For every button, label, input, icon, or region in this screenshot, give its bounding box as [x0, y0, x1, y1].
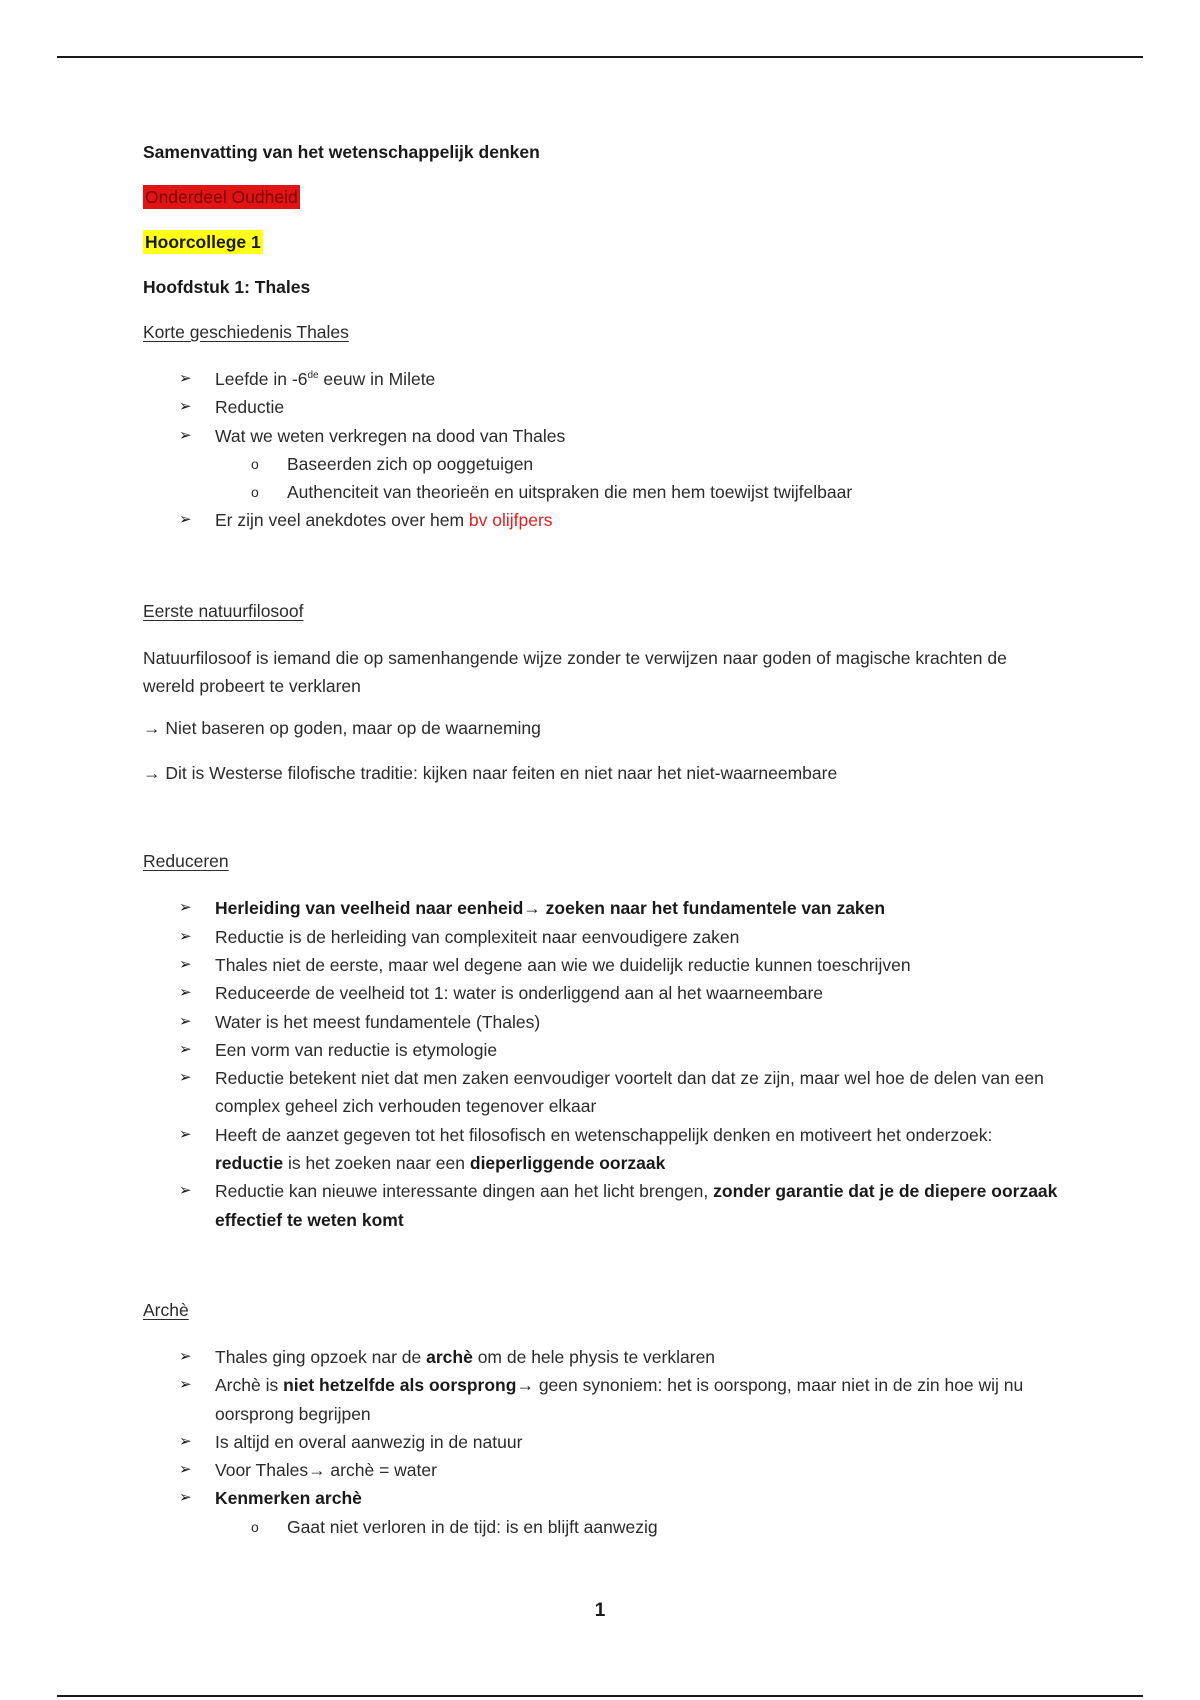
sub-list-item: o Baseerden zich op ooggetuigen: [215, 450, 1063, 478]
list-item: ➢ Herleiding van veelheid naar eenheid→ zoeken naar het fundamentele van zaken: [143, 894, 1063, 922]
header-rule: [57, 56, 1143, 58]
arche-list: [143, 1343, 1063, 1541]
arrow-bullet-icon: ➢: [179, 1376, 192, 1394]
list-item: ➢ Thales ging opzoek nar de archè om de hele physis te verklaren: [143, 1343, 1063, 1371]
list-item: ➢ Reduceerde de veelheid tot 1: water is onderliggend aan al het waarneembare: [143, 979, 1063, 1007]
arrow-bullet-icon: ➢: [179, 927, 192, 945]
list-item: ➢ Kenmerken archè o Gaat niet verloren in de tijd: is en blijft aanwezig: [143, 1484, 1063, 1541]
list-item: ➢ Een vorm van reductie is etymologie: [143, 1036, 1063, 1064]
example-note: bv olijfpers: [468, 510, 553, 531]
circle-bullet-icon: o: [251, 455, 259, 472]
natural-arrow-line-2: → Dit is Westerse filofische traditie: kijken naar feiten en niet naar het niet-waarneembare: [143, 763, 838, 784]
list-item: ➢ Water is het meest fundamentele (Thales): [143, 1008, 1063, 1036]
natural-arrow-line-1: → Niet baseren op goden, maar op de waarneming: [143, 718, 541, 739]
list-item: ➢ Er zijn veel anekdotes over hem bv olijfpers: [143, 506, 1063, 534]
arrow-bullet-icon: ➢: [179, 1069, 192, 1087]
page-number: 1: [594, 1600, 606, 1621]
arrow-bullet-icon: ➢: [179, 1489, 192, 1507]
arrow-bullet-icon: ➢: [179, 1347, 192, 1365]
document-title: Samenvatting van het wetenschappelijk denken: [143, 142, 540, 162]
arrow-bullet-icon: ➢: [179, 1182, 192, 1200]
sub-list-item: o Gaat niet verloren in de tijd: is en blijft aanwezig: [215, 1513, 1063, 1541]
section-label: Onderdeel Oudheid: [145, 187, 298, 207]
arche-heading: Archè: [143, 1299, 189, 1320]
lecture-label-block: [143, 230, 1063, 254]
list-item: ➢ Thales niet de eerste, maar wel degene aan wie we duidelijk reductie kunnen toeschrijven: [143, 951, 1063, 979]
history-heading: Korte geschiedenis Thales: [143, 322, 349, 342]
list-item: ➢ Wat we weten verkregen na dood van Thales o Baseerden zich op ooggetuigen o Authenciteit van theorieën en uitspraken die men hem toewijst twijfelbaar: [143, 422, 1063, 507]
arrow-bullet-icon: ➢: [179, 1040, 192, 1058]
lecture-label: Hoorcollege 1: [145, 232, 261, 252]
list-item: ➢ Leefde in -6de eeuw in Milete: [143, 365, 1063, 393]
arrow-bullet-icon: ➢: [179, 511, 192, 529]
arrow-bullet-icon: ➢: [179, 899, 192, 917]
reduce-heading: Reduceren: [143, 851, 229, 872]
arrow-bullet-icon: ➢: [179, 1125, 192, 1143]
natural-paragraph: Natuurfilosoof is iemand die op samenhangende wijze zonder te verwijzen naar goden of magische krachten de wereld probeert te verklaren: [143, 647, 1007, 697]
natural-heading: Eerste natuurfilosoof: [143, 600, 304, 621]
circle-bullet-icon: o: [251, 484, 259, 501]
arrow-bullet-icon: ➢: [179, 426, 192, 444]
arrow-bullet-icon: ➢: [179, 1432, 192, 1450]
list-item: ➢ Reductie kan nieuwe interessante dingen aan het licht brengen, zonder garantie dat je de diepere oorzaak effectief te weten komt: [143, 1177, 1063, 1234]
document-body: [143, 140, 1063, 1541]
sub-list-item: o Authenciteit van theorieën en uitspraken die men hem toewijst twijfelbaar: [215, 478, 1063, 506]
chapter-title: Hoofdstuk 1: Thales: [143, 277, 311, 297]
sub-list: [215, 450, 1063, 507]
list-item: ➢ Is altijd en overal aanwezig in de natuur: [143, 1428, 1063, 1456]
sub-list: [215, 1513, 1063, 1541]
arrow-bullet-icon: ➢: [179, 398, 192, 416]
section-label-block: [143, 185, 1063, 209]
footer-rule: [57, 1695, 1143, 1697]
arrow-bullet-icon: ➢: [179, 1012, 192, 1030]
list-item: ➢ Reductie betekent niet dat men zaken eenvoudiger voortelt dan dat ze zijn, maar wel hoe de delen van een complex geheel zich verhouden tegenover elkaar: [143, 1064, 1063, 1121]
arrow-bullet-icon: ➢: [179, 370, 192, 387]
circle-bullet-icon: o: [251, 1518, 259, 1535]
arrow-bullet-icon: ➢: [179, 955, 192, 973]
list-item: ➢ Voor Thales→ archè = water: [143, 1456, 1063, 1484]
list-item: ➢ Archè is niet hetzelfde als oorsprong→ geen synoniem: het is oorspong, maar niet in de zin hoe wij nu oorsprong begrijpen: [143, 1371, 1063, 1428]
list-item: ➢ Reductie: [143, 393, 1063, 421]
arrow-bullet-icon: ➢: [179, 984, 192, 1002]
history-list: [143, 365, 1063, 535]
arrow-bullet-icon: ➢: [179, 1461, 192, 1479]
list-item: ➢ Heeft de aanzet gegeven tot het filosofisch en wetenschappelijk denken en motiveert het onderzoek: reductie is het zoeken naar een dieperliggende oorzaak: [143, 1121, 1063, 1178]
list-item: ➢ Reductie is de herleiding van complexiteit naar eenvoudigere zaken: [143, 923, 1063, 951]
reduce-list: [143, 894, 1063, 1234]
